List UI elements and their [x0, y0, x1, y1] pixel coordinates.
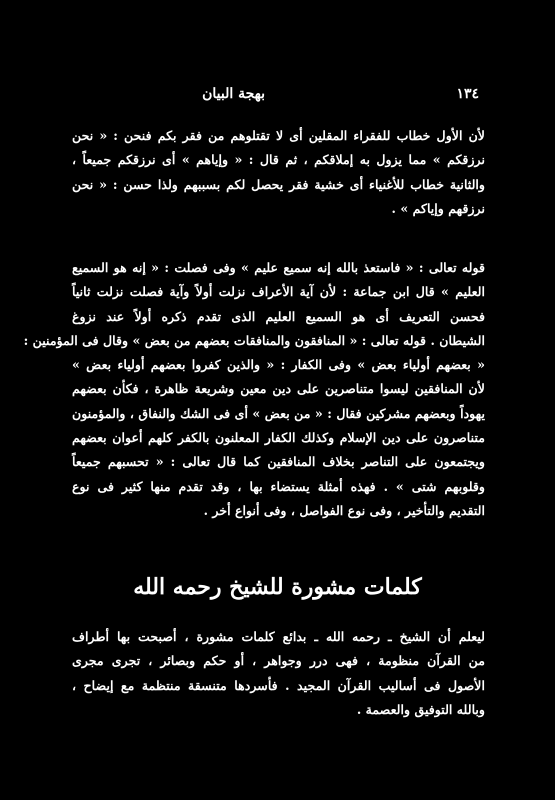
running-title: بهجة البيان — [202, 86, 265, 102]
paragraph-3 — [72, 625, 485, 722]
text-line: متناصرون على دين الإسلام وكذلك الكفار المعلنون بالكفر كلهم أعوان بعضهم — [72, 430, 485, 446]
text-line: « بعضهم أولياء بعض » وفى الكفار : « والذين كفروا بعضهم أولياء بعض » — [72, 357, 485, 373]
text-line: وقلوبهم شتى » . فهذه أمثلة يستضاء بها ، وقد تقدم منها كثير فى نوع — [72, 478, 485, 494]
text-line: فحسن التعريف أى هو السميع العليم الذى تقدم ذكره أولاً عند نزوغ — [72, 308, 485, 324]
text-line: الأصول فى أساليب القرآن المجيد . فأسردها متنسقة منتظمة مع إيضاح ، — [72, 677, 485, 693]
text-line: يهوداً وبعضهم مشركين فقال : « من بعض » أى فى الشك والنفاق ، والمؤمنون — [72, 405, 485, 421]
text-line: ليعلم أن الشيخ ـ رحمه الله ـ بدائع كلمات مشورة ، أصبحت بها أطراف — [72, 629, 485, 644]
text-line: الشيطان . قوله تعالى : « المنافقون والمنافقات بعضهم من بعض » وقال فى المؤمنين : — [23, 332, 485, 348]
section-heading: كلمات مشورة للشيخ رحمه الله — [133, 574, 422, 600]
text-line: العليم » قال ابن جماعة : لأن آية الأعراف نزلت أولاً وآية فصلت نزلت ثانياً — [72, 284, 485, 300]
text-line: لأن الأول خطاب للفقراء المقلين أى لا تقتلوهم من فقر بكم فنحن : « نحن — [72, 128, 485, 143]
text-line: لأن المنافقين ليسوا متناصرين على دين معين وشريعة ظاهرة ، فكأن بعضهم — [72, 381, 485, 397]
text-line: ويجتمعون على التناصر بخلاف المنافقين كما قال تعالى : « تحسبهم جميعاً — [72, 454, 485, 470]
text-line: التقديم والتأخير ، وفى نوع الفواصل ، وفى أنواع أخر . — [203, 502, 485, 518]
text-line: نرزقكم » مما يزول به إملاقكم ، ثم قال : « وإياهم » أى نرزقكم جميعاً ، — [72, 152, 485, 168]
paragraph-1 — [72, 124, 485, 221]
text-line: من القرآن منظومة ، فهى درر وجواهر ، أو حكم وبصائر ، تجرى مجرى — [72, 653, 485, 669]
page-header — [70, 86, 485, 110]
text-line: وبالله التوفيق والعصمة . — [356, 701, 485, 717]
text-line: نرزقهم وإياكم » . — [391, 200, 485, 216]
text-line: قوله تعالى : « فاستعذ بالله إنه سميع عليم » وفى فصلت : « إنه هو السميع — [72, 260, 485, 275]
text-line: والثانية خطاب للأغنياء أى خشية فقر يحصل لكم بسببهم ولذا حسن : « نحن — [72, 176, 485, 192]
paragraph-2 — [23, 256, 485, 523]
page-number: ١٣٤ — [456, 86, 479, 102]
